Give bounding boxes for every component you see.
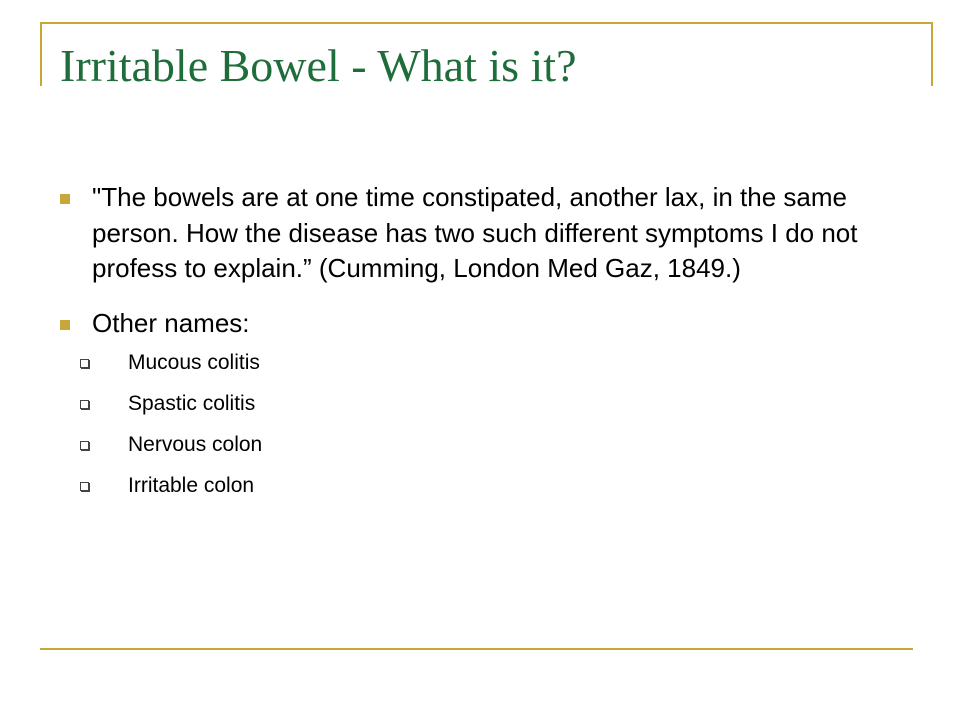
list-item — [80, 349, 920, 377]
list-item — [80, 431, 920, 459]
list-item — [80, 472, 920, 500]
left-accent-rule — [40, 22, 42, 86]
top-accent-rule — [40, 22, 933, 24]
bullet-other-names-text: Other names: — [92, 307, 250, 338]
hollow-square-bullet-icon — [80, 482, 89, 491]
list-item-text: Irritable colon — [128, 474, 255, 497]
list-item — [80, 390, 920, 418]
slide-body — [60, 180, 920, 513]
list-item-text: Spastic colitis — [128, 392, 256, 415]
bullet-quote-text: "The bowels are at one time constipated, another lax, in the same person. How the disease has two such different symptoms I do not profess to explain.” (Cumming, London Med Gaz, 1849.) — [92, 182, 858, 283]
hollow-square-bullet-icon — [80, 400, 89, 409]
square-bullet-icon — [60, 320, 70, 330]
other-names-list — [60, 349, 920, 500]
right-accent-rule — [931, 22, 933, 86]
slide-title: Irritable Bowel - What is it? — [60, 40, 577, 91]
bottom-accent-rule — [40, 648, 913, 650]
list-item-text: Nervous colon — [128, 433, 263, 456]
list-item-text: Mucous colitis — [128, 351, 260, 374]
bullet-quote — [60, 180, 920, 287]
square-bullet-icon — [60, 194, 70, 204]
bullet-other-names — [60, 306, 920, 342]
hollow-square-bullet-icon — [80, 359, 89, 368]
hollow-square-bullet-icon — [80, 441, 89, 450]
